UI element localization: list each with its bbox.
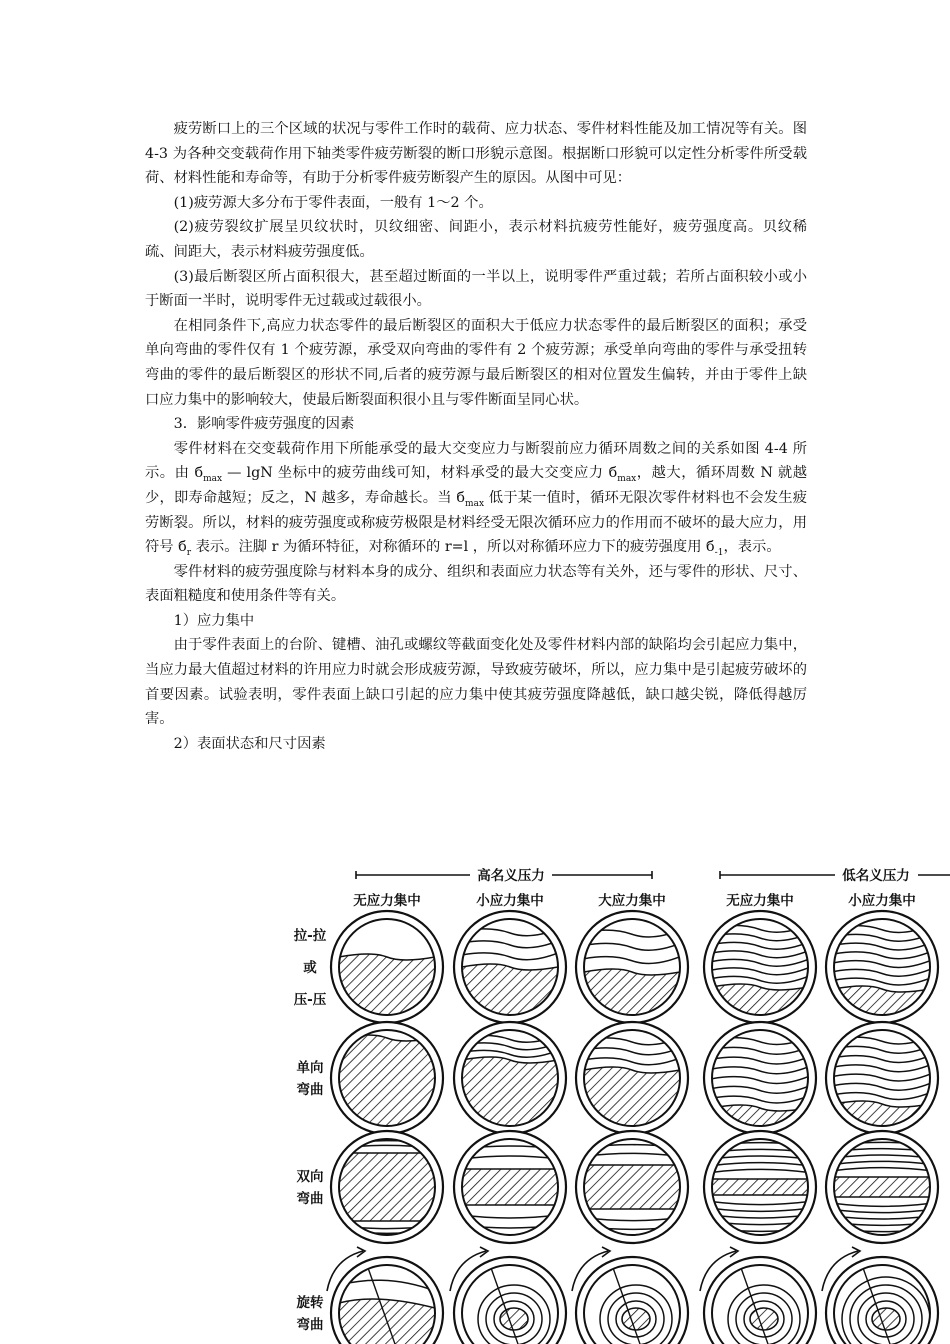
fracture-circle (576, 1131, 688, 1243)
fracture-circle (826, 911, 938, 1023)
paragraph (145, 437, 807, 560)
column-label: 大应力集中 (598, 893, 666, 909)
text-run: (1)疲劳源大多分布于零件表面，一般有 1～2 个。 (173, 194, 493, 211)
text-run: — lgN 坐标中的疲劳曲线可知，材料承受的最大交变应力 б (222, 465, 618, 482)
text-run: 表示。注脚 r 为循环特征，对称循环的 r=l ，所以对称循环应力下的疲劳强度用 б (191, 539, 715, 556)
column-label: 小应力集中 (848, 893, 916, 909)
text-run: 疲劳断口上的三个区域的状况与零件工作时的载荷、应力状态、零件材料性能及加工情况等有关。图 4-3 为各种交变载荷作用下轴类零件疲劳断裂的断口形貌示意图。根据断口形貌可以定性分析零件所受载荷、材料性能和寿命等，有助于分析零件疲劳断裂产生的原因。从图中可见： (145, 121, 807, 187)
body-text (145, 117, 807, 756)
fracture-circle (331, 911, 443, 1023)
paragraph (145, 191, 807, 216)
paragraph (145, 412, 807, 437)
row-label: 弯曲 (296, 1317, 324, 1333)
text-run: 低于某一值时，循环无限次零件材料也不会发生疲劳断裂。所以，材料的疲劳强度或称疲劳极限是材料经受无限次循环应力的作用而不破坏的最大应力，用符号 б (145, 489, 807, 556)
text-run: ，表示。 (723, 539, 781, 556)
subscript: max (617, 474, 637, 485)
text-run: 2）表面状态和尺寸因素 (173, 735, 326, 752)
fracture-circle (704, 911, 816, 1023)
fracture-circle (704, 1022, 816, 1134)
fracture-circle (576, 1022, 688, 1134)
column-label: 小应力集中 (476, 893, 544, 909)
text-run: 零件材料的疲劳强度除与材料本身的成分、组织和表面应力状态等有关外，还与零件的形状、尺寸、表面粗糙度和使用条件等有关。 (145, 563, 807, 605)
fatigue-fracture-figure (270, 855, 950, 1344)
fracture-circle (331, 1022, 443, 1134)
subscript: max (465, 498, 485, 509)
fracture-circle (454, 911, 566, 1023)
text-run: 零件材料在交变载荷作用下所能承受的最大交变应力与断裂前应力循环周数之间的关系如图 4-4 所示。由 б (145, 440, 807, 482)
paragraph (145, 215, 807, 264)
group-high-label: 高名义压力 (477, 868, 545, 884)
text-run: (2)疲劳裂纹扩展呈贝纹状时，贝纹细密、间距小，表示材料抗疲劳性能好，疲劳强度高。贝纹稀疏、间距大，表示材料疲劳强度低。 (145, 219, 807, 260)
fracture-circle (327, 1247, 443, 1344)
text-run: (3)最后断裂区所占面积很大，甚至超过断面的一半以上，说明零件严重过载；若所占面积较小或小于断面一半时，说明零件无过载或过载很小。 (145, 268, 807, 310)
row-label: 或 (303, 960, 317, 976)
paragraph (145, 314, 807, 412)
subscript: r (186, 548, 192, 559)
column-label: 无应力集中 (726, 893, 794, 909)
row-label: 压-压 (293, 992, 327, 1008)
row-label: 弯曲 (296, 1191, 324, 1207)
text-run: 在相同条件下,高应力状态零件的最后断裂区的面积大于低应力状态零件的最后断裂区的面积；承受单向弯曲的零件仅有 1 个疲劳源，承受双向弯曲的零件有 2 个疲劳源；承受单向弯曲的零件与承受扭转弯曲的零件的最后断裂区的形状不同,后者的疲劳源与最后断裂区的相对位置发生偏转，并由于零件上缺口应力集中的影响较大，使最后断裂面积很小且与零件断面呈同心状。 (145, 317, 807, 408)
text-run: ，越大，循环周数 N 就越少，即寿命越短；反之，N 越多，寿命越长。当 б (145, 465, 807, 506)
text-run: 由于零件表面上的台阶、键槽、油孔或螺纹等截面变化处及零件材料内部的缺陷均会引起应力集中，当应力最大值超过材料的许用应力时就会形成疲劳源，导致疲劳破坏，所以，应力集中是引起疲劳破坏的首要因素。试验表明，零件表面上缺口引起的应力集中使其疲劳强度降越低，缺口越尖锐，降低得越厉害。 (145, 637, 807, 728)
paragraph (145, 633, 807, 731)
fracture-circle (826, 1131, 938, 1243)
fracture-circle (450, 1247, 566, 1344)
subscript: -1 (714, 548, 724, 559)
paragraph (145, 609, 807, 634)
paragraph (145, 117, 807, 191)
column-label: 无应力集中 (353, 893, 421, 909)
fracture-circle (454, 1022, 566, 1134)
fracture-circle (576, 911, 688, 1023)
row-label: 弯曲 (296, 1082, 324, 1098)
paragraph (145, 560, 807, 609)
text-run: 3．影响零件疲劳强度的因素 (173, 416, 355, 433)
fracture-circle (704, 1131, 816, 1243)
subscript: max (203, 474, 223, 485)
paragraph (145, 732, 807, 757)
fracture-circle (700, 1247, 816, 1344)
row-label: 双向 (296, 1169, 324, 1185)
row-label: 旋转 (296, 1295, 324, 1311)
fracture-circle (826, 1022, 938, 1134)
fracture-circle (331, 1131, 443, 1243)
fracture-circle (454, 1131, 566, 1243)
row-label: 拉-拉 (293, 928, 327, 944)
fracture-circle (822, 1247, 938, 1344)
paragraph (145, 265, 807, 314)
fracture-circle (572, 1247, 688, 1344)
text-run: 1）应力集中 (173, 612, 255, 629)
row-label: 单向 (296, 1060, 324, 1076)
group-low-label: 低名义压力 (842, 868, 910, 884)
